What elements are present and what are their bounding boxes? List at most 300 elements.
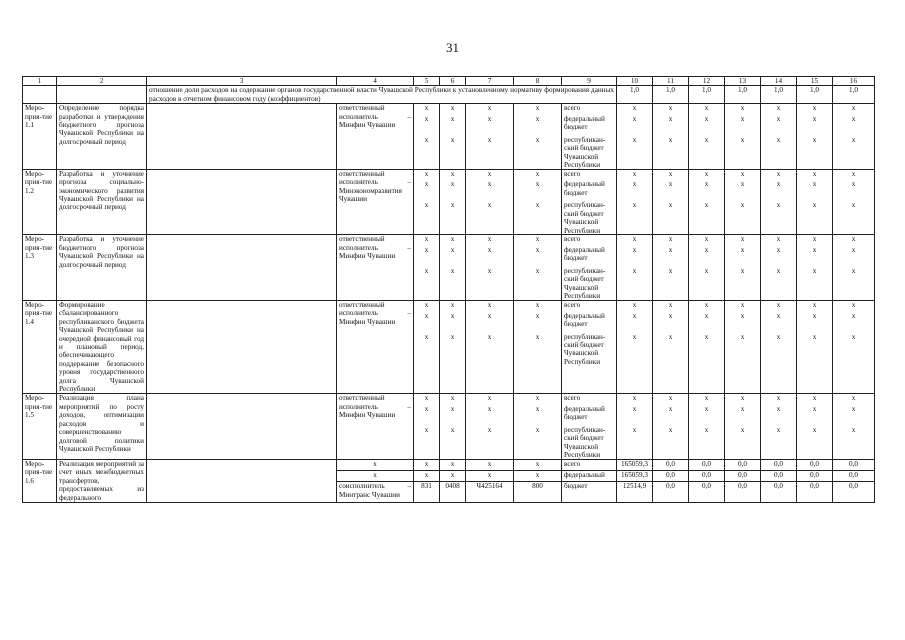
code-cell — [414, 301, 440, 394]
x-mark: х — [776, 394, 781, 403]
column-header: 10 — [617, 77, 653, 86]
x-mark: х — [668, 135, 673, 144]
indicator-value: 1,0 — [689, 86, 725, 104]
x-mark: х — [424, 180, 429, 189]
x-mark: х — [632, 301, 637, 309]
code-cell: х — [440, 471, 466, 482]
x-mark: х — [668, 394, 673, 403]
funding-source: республикан-ский бюджет Чувашской Республики — [564, 267, 606, 300]
column-header: 4 — [337, 77, 414, 86]
x-mark: х — [424, 104, 429, 113]
year-cell — [761, 235, 797, 301]
year-cell — [833, 235, 875, 301]
code-cell — [440, 394, 466, 460]
source-cell — [562, 235, 617, 301]
measure-name: Реализация мероприятий за счет иных межбюджетных трансфертов, предоставляемых из федерального — [57, 460, 147, 503]
x-mark: х — [424, 135, 429, 144]
x-mark: х — [632, 394, 637, 403]
year-cell — [689, 169, 725, 235]
measure-name: Реализация плана мероприятий по росту доходов, оптимизации расходов и совершенствованию долговой политики Чувашской Республики — [57, 394, 147, 460]
year-cell — [653, 104, 689, 170]
funding-source: федеральный бюджет — [564, 405, 605, 422]
year-cell — [689, 394, 725, 460]
year-cell — [617, 394, 653, 460]
measure-row — [23, 235, 875, 301]
code-cell — [440, 104, 466, 170]
x-mark: х — [450, 246, 455, 254]
x-mark: х — [487, 267, 492, 275]
year-cell — [833, 169, 875, 235]
x-mark: х — [851, 301, 856, 309]
x-mark: х — [487, 332, 492, 341]
x-mark: х — [776, 405, 781, 414]
year-cell — [761, 301, 797, 394]
x-mark: х — [668, 114, 673, 123]
column-header: 9 — [562, 77, 617, 86]
x-mark: х — [851, 135, 856, 144]
column-header: 16 — [833, 77, 875, 86]
x-mark: х — [776, 235, 781, 244]
code-cell — [514, 235, 562, 301]
x-mark: х — [776, 180, 781, 189]
year-cell — [761, 394, 797, 460]
measure-row — [23, 460, 875, 471]
x-mark: х — [812, 169, 817, 178]
x-mark: х — [851, 169, 856, 178]
x-mark: х — [535, 246, 540, 254]
measure-executor: ответственный исполнитель – Минфин Чувашии — [337, 301, 414, 394]
column-header: 11 — [653, 77, 689, 86]
code-cell: х — [514, 460, 562, 471]
x-mark: х — [851, 235, 856, 244]
x-mark: х — [450, 135, 455, 144]
code-cell — [514, 169, 562, 235]
x-mark: х — [487, 201, 492, 210]
year-value: 0,0 — [689, 460, 725, 471]
x-mark: х — [851, 311, 856, 320]
year-value: 0,0 — [833, 482, 875, 503]
x-mark: х — [704, 311, 709, 320]
x-mark: х — [776, 426, 781, 435]
empty-cell — [147, 460, 337, 503]
funding-source: всего — [564, 394, 581, 403]
column-header: 7 — [466, 77, 514, 86]
source-cell — [562, 104, 617, 170]
x-mark: х — [740, 267, 745, 275]
year-cell — [617, 301, 653, 394]
code-cell: х — [466, 471, 514, 482]
year-cell — [653, 235, 689, 301]
measure-code: Меро-прия-тие 1.3 — [23, 235, 57, 301]
x-mark: х — [851, 246, 856, 254]
measure-row — [23, 104, 875, 170]
column-header: 12 — [689, 77, 725, 86]
x-mark: х — [668, 332, 673, 341]
code-cell: х — [466, 460, 514, 471]
measure-row — [23, 301, 875, 394]
x-mark: х — [740, 180, 745, 189]
x-mark: х — [535, 311, 540, 320]
x-mark: х — [740, 235, 745, 244]
year-cell — [725, 394, 761, 460]
year-cell — [689, 301, 725, 394]
x-mark: х — [851, 201, 856, 210]
x-mark: х — [740, 426, 745, 435]
x-mark: х — [668, 235, 673, 244]
measure-executor: ответственный исполнитель – Минфин Чувашии — [337, 394, 414, 460]
year-cell — [689, 104, 725, 170]
x-mark: х — [776, 169, 781, 178]
funding-source: федеральный — [562, 471, 617, 482]
funding-source: федеральный бюджет — [564, 114, 605, 132]
x-mark: х — [740, 246, 745, 254]
year-value: 0,0 — [689, 482, 725, 503]
x-mark: х — [776, 201, 781, 210]
x-mark: х — [450, 405, 455, 414]
source-cell — [562, 394, 617, 460]
x-mark: х — [851, 114, 856, 123]
x-mark: х — [851, 104, 856, 113]
x-mark: х — [704, 169, 709, 178]
funding-source: всего — [564, 301, 581, 309]
x-mark: х — [812, 405, 817, 414]
year-cell — [797, 394, 833, 460]
indicator-value: 1,0 — [833, 86, 875, 104]
x-mark: х — [450, 114, 455, 123]
x-mark: х — [424, 246, 429, 254]
year-cell — [797, 301, 833, 394]
x-mark: х — [740, 332, 745, 341]
x-mark: х — [668, 180, 673, 189]
year-cell — [797, 235, 833, 301]
x-mark: х — [632, 135, 637, 144]
year-value: 165059,3 — [617, 471, 653, 482]
code-cell — [440, 301, 466, 394]
funding-source: республикан-ский бюджет Чувашской Республики — [564, 426, 606, 460]
empty-cell — [147, 301, 337, 394]
x-mark: х — [535, 135, 540, 144]
column-header: 14 — [761, 77, 797, 86]
x-mark: х — [450, 267, 455, 275]
x-mark: х — [632, 405, 637, 414]
executor-x: х — [337, 471, 414, 482]
x-mark: х — [668, 246, 673, 254]
year-value: 0,0 — [689, 471, 725, 482]
indicator-row — [23, 86, 875, 104]
year-value: 0,0 — [797, 460, 833, 471]
indicator-value: 1,0 — [797, 86, 833, 104]
code-cell — [440, 169, 466, 235]
year-cell — [653, 169, 689, 235]
x-mark: х — [487, 114, 492, 123]
x-mark: х — [851, 426, 856, 435]
x-mark: х — [450, 301, 455, 309]
x-mark: х — [740, 405, 745, 414]
x-mark: х — [704, 267, 709, 275]
x-mark: х — [668, 201, 673, 210]
empty-cell — [147, 394, 337, 460]
funding-source: федеральный бюджет — [564, 311, 605, 328]
indicator-value: 1,0 — [725, 86, 761, 104]
funding-source: бюджет — [562, 482, 617, 503]
x-mark: х — [812, 426, 817, 435]
x-mark: х — [632, 180, 637, 189]
x-mark: х — [632, 267, 637, 275]
x-mark: х — [812, 267, 817, 275]
measure-name: Определение порядка разработки и утверждения бюджетного прогноза Чувашской Республики на долгосрочный период — [57, 104, 147, 170]
x-mark: х — [487, 246, 492, 254]
x-mark: х — [632, 235, 637, 244]
funding-source: всего — [564, 104, 581, 113]
funding-source: всего — [564, 235, 581, 244]
year-cell — [617, 169, 653, 235]
x-mark: х — [424, 332, 429, 341]
x-mark: х — [704, 180, 709, 189]
x-mark: х — [668, 405, 673, 414]
column-header: 13 — [725, 77, 761, 86]
x-mark: х — [632, 169, 637, 178]
x-mark: х — [632, 426, 637, 435]
x-mark: х — [776, 267, 781, 275]
source-cell — [562, 169, 617, 235]
code-cell — [440, 235, 466, 301]
x-mark: х — [450, 426, 455, 435]
code-cell — [414, 394, 440, 460]
year-cell — [797, 169, 833, 235]
funding-source: федеральный бюджет — [564, 180, 605, 197]
empty-cell — [147, 169, 337, 235]
empty-cell — [147, 235, 337, 301]
x-mark: х — [851, 180, 856, 189]
x-mark: х — [812, 332, 817, 341]
year-value: 0,0 — [761, 471, 797, 482]
code-cell — [414, 169, 440, 235]
code-cell — [414, 104, 440, 170]
x-mark: х — [487, 394, 492, 403]
funding-source: всего — [562, 460, 617, 471]
x-mark: х — [812, 104, 817, 113]
x-mark: х — [812, 311, 817, 320]
code-cell: х — [414, 471, 440, 482]
x-mark: х — [424, 201, 429, 210]
x-mark: х — [487, 169, 492, 178]
funding-source: республикан-ский бюджет Чувашской Республики — [564, 201, 606, 235]
x-mark: х — [851, 405, 856, 414]
x-mark: х — [450, 394, 455, 403]
x-mark: х — [535, 394, 540, 403]
x-mark: х — [487, 301, 492, 309]
measure-name: Разработка и уточнение прогноза социально-экономического развития Чувашской Республики на долгосрочный период — [57, 169, 147, 235]
x-mark: х — [424, 311, 429, 320]
year-value: 0,0 — [725, 460, 761, 471]
x-mark: х — [704, 405, 709, 414]
x-mark: х — [535, 235, 540, 244]
x-mark: х — [776, 135, 781, 144]
code-cell — [514, 301, 562, 394]
x-mark: х — [740, 135, 745, 144]
x-mark: х — [776, 301, 781, 309]
x-mark: х — [740, 301, 745, 309]
year-value: 0,0 — [653, 471, 689, 482]
x-mark: х — [812, 246, 817, 254]
x-mark: х — [668, 301, 673, 309]
empty-cell — [147, 104, 337, 170]
x-mark: х — [424, 426, 429, 435]
x-mark: х — [487, 426, 492, 435]
x-mark: х — [851, 267, 856, 275]
year-cell — [725, 301, 761, 394]
x-mark: х — [487, 104, 492, 113]
year-value: 0,0 — [761, 482, 797, 503]
code-cell — [466, 169, 514, 235]
header-row — [23, 77, 875, 86]
year-value: 0,0 — [797, 482, 833, 503]
code-cell: х — [514, 471, 562, 482]
year-value: 165059,3 — [617, 460, 653, 471]
x-mark: х — [668, 311, 673, 320]
x-mark: х — [812, 180, 817, 189]
x-mark: х — [740, 169, 745, 178]
x-mark: х — [450, 180, 455, 189]
x-mark: х — [450, 169, 455, 178]
x-mark: х — [632, 201, 637, 210]
x-mark: х — [776, 332, 781, 341]
year-value: 0,0 — [833, 471, 875, 482]
page-number: 31 — [446, 40, 459, 55]
executor-x: х — [337, 460, 414, 471]
year-cell — [617, 104, 653, 170]
x-mark: х — [450, 235, 455, 244]
x-mark: х — [668, 169, 673, 178]
year-value: 0,0 — [653, 482, 689, 503]
source-cell — [562, 301, 617, 394]
x-mark: х — [812, 235, 817, 244]
x-mark: х — [632, 246, 637, 254]
x-mark: х — [535, 426, 540, 435]
column-header: 1 — [23, 77, 57, 86]
year-value: 0,0 — [761, 460, 797, 471]
x-mark: х — [776, 311, 781, 320]
measure-code: Меро-прия-тие 1.4 — [23, 301, 57, 394]
year-cell — [833, 394, 875, 460]
measure-name: Формирование сбалансированного республиканского бюджета Чувашской Республики на очередной финансовый год и плановый период, обеспечивающего поддержание безопасного уровня государственного долга Чувашской Республики — [57, 301, 147, 394]
x-mark: х — [704, 394, 709, 403]
x-mark: х — [740, 201, 745, 210]
x-mark: х — [535, 301, 540, 309]
x-mark: х — [776, 246, 781, 254]
x-mark: х — [535, 201, 540, 210]
x-mark: х — [424, 235, 429, 244]
x-mark: х — [424, 267, 429, 275]
x-mark: х — [812, 301, 817, 309]
x-mark: х — [776, 104, 781, 113]
year-value: 0,0 — [653, 460, 689, 471]
measure-code: Меро-прия-тие 1.6 — [23, 460, 57, 503]
measure-row — [23, 169, 875, 235]
indicator-text: отношение доли расходов на содержание органов государственной власти Чувашской Республики к установленному нормативу формирования данных расходов в отчетном финансовом году (коэффициентов) — [147, 86, 617, 104]
column-header: 2 — [57, 77, 147, 86]
x-mark: х — [668, 426, 673, 435]
measure-code: Меро-прия-тие 1.2 — [23, 169, 57, 235]
code-cell — [466, 235, 514, 301]
x-mark: х — [632, 311, 637, 320]
year-value: 0,0 — [833, 460, 875, 471]
x-mark: х — [704, 332, 709, 341]
x-mark: х — [450, 332, 455, 341]
year-cell — [833, 301, 875, 394]
x-mark: х — [776, 114, 781, 123]
x-mark: х — [450, 201, 455, 210]
year-cell — [725, 104, 761, 170]
x-mark: х — [812, 135, 817, 144]
measure-code: Меро-прия-тие 1.1 — [23, 104, 57, 170]
x-mark: х — [704, 426, 709, 435]
column-header: 8 — [514, 77, 562, 86]
measure-executor: соисполнитель – Минтранс Чувашии — [337, 482, 414, 503]
year-value: 0,0 — [725, 482, 761, 503]
x-mark: х — [704, 235, 709, 244]
code-cell — [466, 104, 514, 170]
code-cell — [466, 301, 514, 394]
x-mark: х — [704, 201, 709, 210]
x-mark: х — [740, 114, 745, 123]
column-header: 6 — [440, 77, 466, 86]
x-mark: х — [704, 301, 709, 309]
code-cell — [414, 235, 440, 301]
x-mark: х — [704, 104, 709, 113]
code-cell: х — [440, 460, 466, 471]
code-cell: х — [414, 460, 440, 471]
x-mark: х — [704, 246, 709, 254]
measure-executor: ответственный исполнитель – Минфин Чувашии — [337, 235, 414, 301]
x-mark: х — [668, 104, 673, 113]
x-mark: х — [632, 114, 637, 123]
code-cell — [514, 394, 562, 460]
x-mark: х — [487, 405, 492, 414]
year-cell — [653, 301, 689, 394]
funding-source: республикан-ский бюджет Чувашской Республики — [564, 135, 606, 169]
column-header: 15 — [797, 77, 833, 86]
x-mark: х — [704, 135, 709, 144]
year-cell — [617, 235, 653, 301]
year-value: 0,0 — [797, 471, 833, 482]
x-mark: х — [535, 332, 540, 341]
x-mark: х — [812, 394, 817, 403]
x-mark: х — [424, 169, 429, 178]
x-mark: х — [487, 311, 492, 320]
x-mark: х — [668, 267, 673, 275]
x-mark: х — [487, 180, 492, 189]
x-mark: х — [535, 114, 540, 123]
program-table — [22, 76, 875, 503]
code-cell: Ч425164 — [466, 482, 514, 503]
x-mark: х — [424, 114, 429, 123]
measure-row — [23, 394, 875, 460]
funding-source: федеральный бюджет — [564, 246, 605, 263]
year-cell — [797, 104, 833, 170]
x-mark: х — [740, 104, 745, 113]
x-mark: х — [450, 104, 455, 113]
x-mark: х — [851, 332, 856, 341]
x-mark: х — [812, 114, 817, 123]
measure-executor: ответственный исполнитель – Минфин Чувашии — [337, 104, 414, 170]
funding-source: всего — [564, 169, 581, 178]
measure-code: Меро-прия-тие 1.5 — [23, 394, 57, 460]
column-header: 3 — [147, 77, 337, 86]
year-cell — [653, 394, 689, 460]
x-mark: х — [424, 301, 429, 309]
year-cell — [725, 169, 761, 235]
